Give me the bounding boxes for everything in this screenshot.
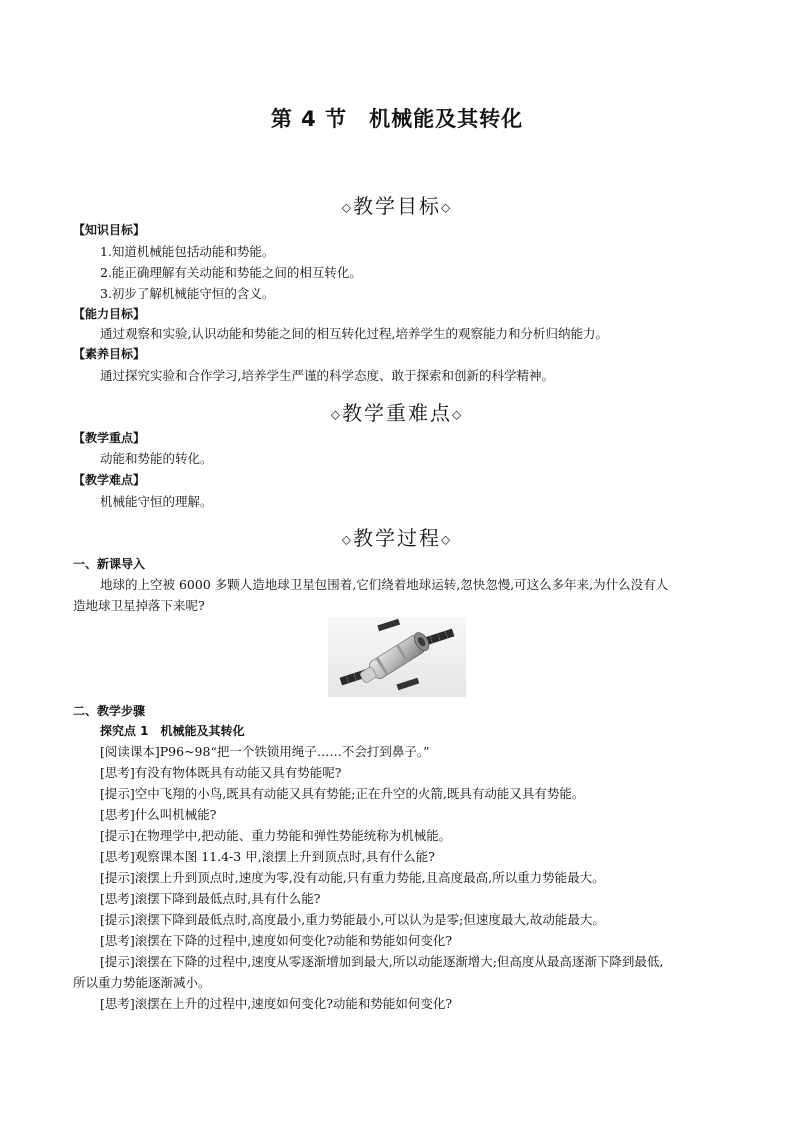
section-title: 教学重难点: [342, 401, 452, 425]
section-heading-key-points: [0, 397, 794, 426]
intro-paragraph-line: 造地球卫星掉落下来呢?: [73, 598, 205, 613]
teaching-difficulty-text: 机械能守恒的理解。: [100, 494, 213, 509]
section-title: 教学过程: [353, 526, 441, 550]
section-heading-objectives: [0, 190, 794, 219]
teaching-focus-label: 【教学重点】: [73, 431, 146, 445]
dialogue-line: [思考]滚摆在上升的过程中,速度如何变化?动能和势能如何变化?: [100, 996, 453, 1011]
dialogue-line: [提示]滚摆上升到顶点时,速度为零,没有动能,只有重力势能,且高度最高,所以重力势能最大。: [100, 870, 605, 885]
dialogue-line: [提示]滚摆下降到最低点时,高度最小,重力势能最小,可以认为是零;但速度最大,故动能最大。: [100, 912, 605, 927]
dialogue-line: [提示]在物理学中,把动能、重力势能和弹性势能统称为机械能。: [100, 828, 452, 843]
dialogue-line: [思考]什么叫机械能?: [100, 807, 217, 822]
knowledge-item: 2.能正确理解有关动能和势能之间的相互转化。: [100, 265, 362, 280]
diamond-icon: ◇: [452, 407, 464, 422]
teaching-focus-text: 动能和势能的转化。: [100, 451, 213, 466]
intro-paragraph-line: 地球的上空被 6000 多颗人造地球卫星包围着,它们绕着地球运转,忽快忽慢,可这么多年来,为什么没有人: [100, 577, 669, 592]
section-heading-process: [0, 522, 794, 551]
ability-objective-text: 通过观察和实验,认识动能和势能之间的相互转化过程,培养学生的观察能力和分析归纳能力。: [100, 326, 608, 341]
knowledge-objective-label: 【知识目标】: [73, 223, 146, 237]
ability-objective-label: 【能力目标】: [73, 307, 146, 321]
dialogue-line: [思考]滚摆下降到最低点时,具有什么能?: [100, 891, 321, 906]
dialogue-line: [阅读课本]P96~98“把一个铁锁用绳子……不会打到鼻子。”: [100, 744, 430, 759]
dialogue-line-wrap: 所以重力势能逐渐减小。: [73, 975, 211, 990]
dialogue-line: [提示]空中飞翔的小鸟,既具有动能又具有势能;正在升空的火箭,既具有动能又具有势能。: [100, 786, 585, 801]
steps-heading: 二、教学步骤: [73, 704, 146, 718]
teaching-difficulty-label: 【教学难点】: [73, 473, 146, 487]
explore-point-heading: 探究点 1 机械能及其转化: [100, 724, 245, 738]
literacy-objective-label: 【素养目标】: [73, 347, 146, 361]
knowledge-item: 1.知道机械能包括动能和势能。: [100, 244, 275, 259]
diamond-icon: ◇: [341, 200, 353, 215]
literacy-objective-text: 通过探究实验和合作学习,培养学生严谨的科学态度、敢于探索和创新的科学精神。: [100, 368, 554, 383]
knowledge-item: 3.初步了解机械能守恒的含义。: [100, 286, 275, 301]
diamond-icon: ◇: [330, 407, 342, 422]
intro-heading: 一、新课导入: [73, 557, 146, 571]
section-title: 教学目标: [353, 194, 441, 218]
dialogue-line: [提示]滚摆在下降的过程中,速度从零逐渐增加到最大,所以动能逐渐增大;但高度从最高逐渐下降到最低,: [100, 954, 664, 969]
diamond-icon: ◇: [441, 532, 453, 547]
diamond-icon: ◇: [441, 200, 453, 215]
dialogue-line: [思考]有没有物体既具有动能又具有势能呢?: [100, 765, 342, 780]
space-station-figure: [328, 617, 466, 697]
page-title: 第 4 节 机械能及其转化: [270, 107, 524, 131]
dialogue-line: [思考]滚摆在下降的过程中,速度如何变化?动能和势能如何变化?: [100, 933, 453, 948]
diamond-icon: ◇: [341, 532, 353, 547]
space-station-icon: [328, 617, 466, 697]
dialogue-line: [思考]观察课本图 11.4-3 甲,滚摆上升到顶点时,具有什么能?: [100, 849, 435, 864]
